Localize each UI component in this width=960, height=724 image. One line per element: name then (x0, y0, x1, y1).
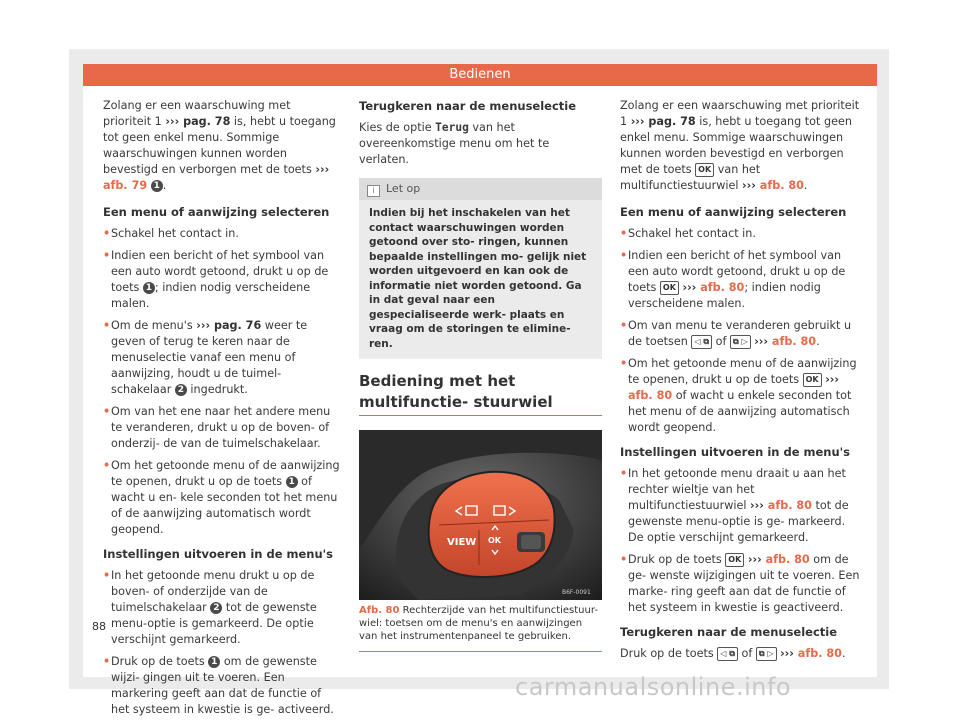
heading-back: Terugkeren naar de menuselectie (620, 625, 838, 639)
text: Schakel het contact in. (628, 227, 756, 240)
text: Om van het ene naar het andere menu te veranderen, drukt u op de boven- of onderzij- de van de tuimelschakelaar. (111, 405, 331, 450)
caption-text: Rechterzijde van het multifunctiestuur- wiel: toetsen om de menu's en aanwijzingen van het instrumentenpaneel te gebruiken. (359, 605, 598, 642)
figure-code: B6F-0091 (562, 589, 591, 596)
view-button: VIEW (447, 537, 477, 548)
bullet-icon: • (103, 319, 111, 332)
note-header (359, 178, 602, 200)
heading-select: Een menu of aanwijzing selecteren (103, 205, 330, 219)
text: Om het getoonde menu of de aanwijzing te openen, drukt u op de toets (628, 357, 857, 386)
heading-select: Een menu of aanwijzing selecteren (620, 205, 847, 219)
bullet-item (620, 552, 862, 616)
bullet-icon: • (103, 655, 111, 668)
arrow-icon: ››› (682, 281, 701, 294)
text: of (737, 647, 756, 660)
text: Indien een bericht of het symbool van een auto wordt getoond, drukt u op de toets (111, 249, 329, 294)
bullet-item (620, 248, 862, 312)
figure-ref-link[interactable]: afb. 80 (765, 553, 810, 566)
text: Om de menu's (111, 319, 197, 332)
text: is, hebt u toegang tot geen enkel menu. Sommige waarschuwingen kunnen worden bevestigd en verborgen met de toets (620, 115, 852, 176)
text: tot de gewenste menu-optie is ge- markeerd. De optie verschijnt gemarkeerd. (628, 499, 849, 544)
text: Zolang er een waarschuwing met prioriteit 1 (103, 99, 291, 128)
figure-ref-link[interactable]: afb. 79 (103, 179, 148, 192)
bullet-icon: • (103, 459, 111, 472)
bullet-item (620, 226, 862, 242)
text: ; indien nodig verscheidene malen. (111, 281, 311, 310)
bullet-item (103, 226, 341, 242)
bullet-icon: • (620, 319, 628, 332)
bullet-item (103, 248, 341, 312)
text: weer te geven of terug te keren naar de menuselectie vanaf een menu of aanwijzing, houdt u de tuimel- schakelaar (111, 319, 308, 396)
heading-settings: Instellingen uitvoeren in de menu's (620, 445, 851, 459)
callout-number: 1 (143, 282, 155, 294)
heading-back: Terugkeren naar de menuselectie (359, 99, 577, 113)
figure-ref-link[interactable]: afb. 80 (700, 281, 745, 294)
bullet-icon: • (620, 227, 628, 240)
bullet-icon: • (103, 569, 111, 582)
steering-wheel-illustration (359, 430, 602, 600)
arrow-icon: ››› (754, 335, 772, 348)
text: Indien een bericht of het symbool van een auto wordt getoond, drukt u op de toets (628, 249, 846, 294)
bullet-item (103, 458, 341, 538)
arrow-icon: ››› (750, 499, 768, 512)
ok-button: OK (488, 536, 501, 545)
text: Schakel het contact in. (111, 227, 239, 240)
callout-number: 1 (286, 476, 298, 488)
bullet-item (103, 404, 341, 452)
figure-ref-link[interactable]: afb. 80 (767, 499, 812, 512)
page-ref-link[interactable]: pag. 78 (183, 115, 231, 128)
callout-number: 2 (175, 384, 187, 396)
menu-option-code: Terug (435, 121, 469, 134)
figure-label: Afb. 80 (359, 605, 400, 616)
bullet-item (103, 318, 341, 398)
arrow-icon: ››› (747, 553, 766, 566)
bullet-icon: • (620, 467, 628, 480)
text: of (712, 335, 730, 348)
figure-ref-link[interactable]: afb. 80 (771, 335, 817, 348)
text: om de gewenste wijzi- gingen uit te voeren. Een markering geeft aan dat de functie of het systeem in kwestie is ge- activeerd. (111, 655, 334, 716)
page-ref-link[interactable]: pag. 76 (213, 319, 262, 332)
ok-key-icon: OK (725, 553, 744, 567)
page-ref-link[interactable]: pag. 78 (648, 115, 696, 128)
figure-caption (359, 600, 602, 652)
text: Zolang er een waarschuwing met prioriteit 1 (620, 99, 860, 128)
figure-ref-link[interactable]: afb. 80 (759, 179, 804, 192)
arrow-icon: ››› (630, 115, 649, 128)
bullet-item (620, 466, 862, 546)
text: Om het getoonde menu of de aanwijzing te openen, drukt u op de toets (111, 459, 340, 488)
column-right (620, 98, 862, 672)
text: Druk op de toets (628, 553, 726, 566)
text: ; indien nodig verscheidene malen. (628, 281, 821, 310)
text: tot de gewenste menu-optie is gemarkeerd. De optie verschijnt gemarkeerd. (111, 601, 317, 646)
text: of wacht u enkele seconden tot het menu of de aanwijzing automatisch wordt geopend. (628, 389, 852, 434)
bullet-icon: • (620, 553, 628, 566)
note-title: Let op (386, 182, 421, 195)
page-header (83, 64, 877, 86)
bullet-icon: • (103, 249, 111, 262)
heading-settings: Instellingen uitvoeren in de menu's (103, 547, 334, 561)
intro-paragraph: Zolang er een waarschuwing met prioriteit 1 ››› pag. 78 is, hebt u toegang tot geen enkel menu. Sommige waarschuwingen kunnen worden bevestigd en verborgen met de toets ››› afb. 79 1 . (103, 99, 336, 192)
text: van het multifunctiestuurwiel (620, 163, 761, 192)
section-title: Bediening met het multifunctie- stuurwiel (359, 372, 553, 411)
back-paragraph (359, 120, 602, 168)
arrow-icon: ››› (742, 179, 760, 192)
text: Kies de optie (359, 121, 436, 134)
text: is, hebt u toegang tot geen enkel menu. Sommige waarschuwingen kunnen worden bevestigd en verborgen met de toets (103, 115, 336, 176)
text: om de ge- wenste wijzigingen uit te voeren. Een marke- ring geeft aan dat de functie of het systeem in kwestie is geactiveerd. (628, 553, 860, 614)
text: Druk op de toets (111, 655, 209, 668)
bullet-icon: • (103, 227, 111, 240)
info-icon: i (367, 185, 380, 197)
callout-number: 1 (208, 656, 220, 668)
menu-right-key-icon: ⧉ ▷ (756, 647, 777, 661)
text: Om van menu te veranderen gebruikt u de toetsen (628, 319, 852, 348)
column-left (103, 98, 341, 724)
figure-ref-link[interactable]: afb. 80 (628, 389, 673, 402)
back-paragraph: Druk op de toets ◁ ⧉ of ⧉ ▷ ››› afb. 80. (620, 647, 846, 660)
bullet-item (103, 568, 341, 648)
section-divider (359, 415, 602, 416)
text: ingedrukt. (186, 383, 248, 396)
column-middle (359, 98, 602, 652)
bullet-item: • Om van menu te veranderen gebruikt u de toetsen ◁ ⧉ of ⧉ ▷ ››› afb. 80. (620, 319, 852, 348)
callout-number: 1 (151, 180, 163, 192)
intro-paragraph: Zolang er een waarschuwing met prioriteit 1 ››› pag. 78 is, hebt u toegang tot geen enkel menu. Sommige waarschuwingen kunnen worden bevestigd en verborgen met de toets OK van het multifunctiestuurwiel ››› afb. 80. (620, 99, 860, 192)
callout-number: 2 (210, 602, 222, 614)
figure-ref-link[interactable]: afb. 80 (797, 647, 842, 660)
note-box (359, 178, 602, 359)
text: In het getoonde menu draait u aan het rechter wieltje van het multifunctiestuurwiel (628, 467, 846, 512)
page-number: 88 (92, 620, 106, 633)
note-body: Indien bij het inschakelen van het contact waarschuwingen worden getoond over sto- ringen, kunnen bepaalde instellingen mo- gelijk niet worden uitgevoerd en kan ook de informatie niet worden getoond. Ga in dat geval naar een gespecialiseerde werk- plaats en vraag om de storingen te elimine- ren. (369, 207, 587, 350)
menu-left-key-icon: ◁ ⧉ (717, 647, 738, 661)
bullet-icon: • (620, 357, 628, 370)
header-title: Bedienen (449, 67, 511, 82)
bullet-icon: • (103, 405, 111, 418)
text: of wacht u en- kele seconden tot het menu of de aanwijzing automatisch wordt geopend. (111, 475, 338, 536)
ok-key-icon: OK (695, 163, 714, 177)
bullet-item (620, 356, 862, 436)
menu-left-key-icon: ◁ ⧉ (691, 335, 712, 349)
bullet-icon: • (620, 249, 628, 262)
ok-key-icon: OK (803, 373, 822, 387)
figure-steering-wheel (359, 430, 602, 600)
arrow-icon: ››› (780, 647, 798, 660)
menu-right-key-icon: ⧉ ▷ (730, 335, 751, 349)
arrow-icon: ››› (315, 163, 330, 176)
text: van het overeenkomstige menu om het te verlaten. (359, 121, 550, 166)
arrow-icon: ››› (165, 115, 184, 128)
text: In het getoonde menu drukt u op de boven- of onderzijde van de tuimelschakelaar (111, 569, 315, 614)
arrow-icon: ››› (825, 373, 840, 386)
text: Druk op de toets (620, 647, 718, 660)
arrow-icon: ››› (196, 319, 214, 332)
bullet-item (103, 654, 341, 718)
watermark: carmanualsonline.info (515, 673, 792, 701)
ok-key-icon: OK (660, 281, 679, 295)
